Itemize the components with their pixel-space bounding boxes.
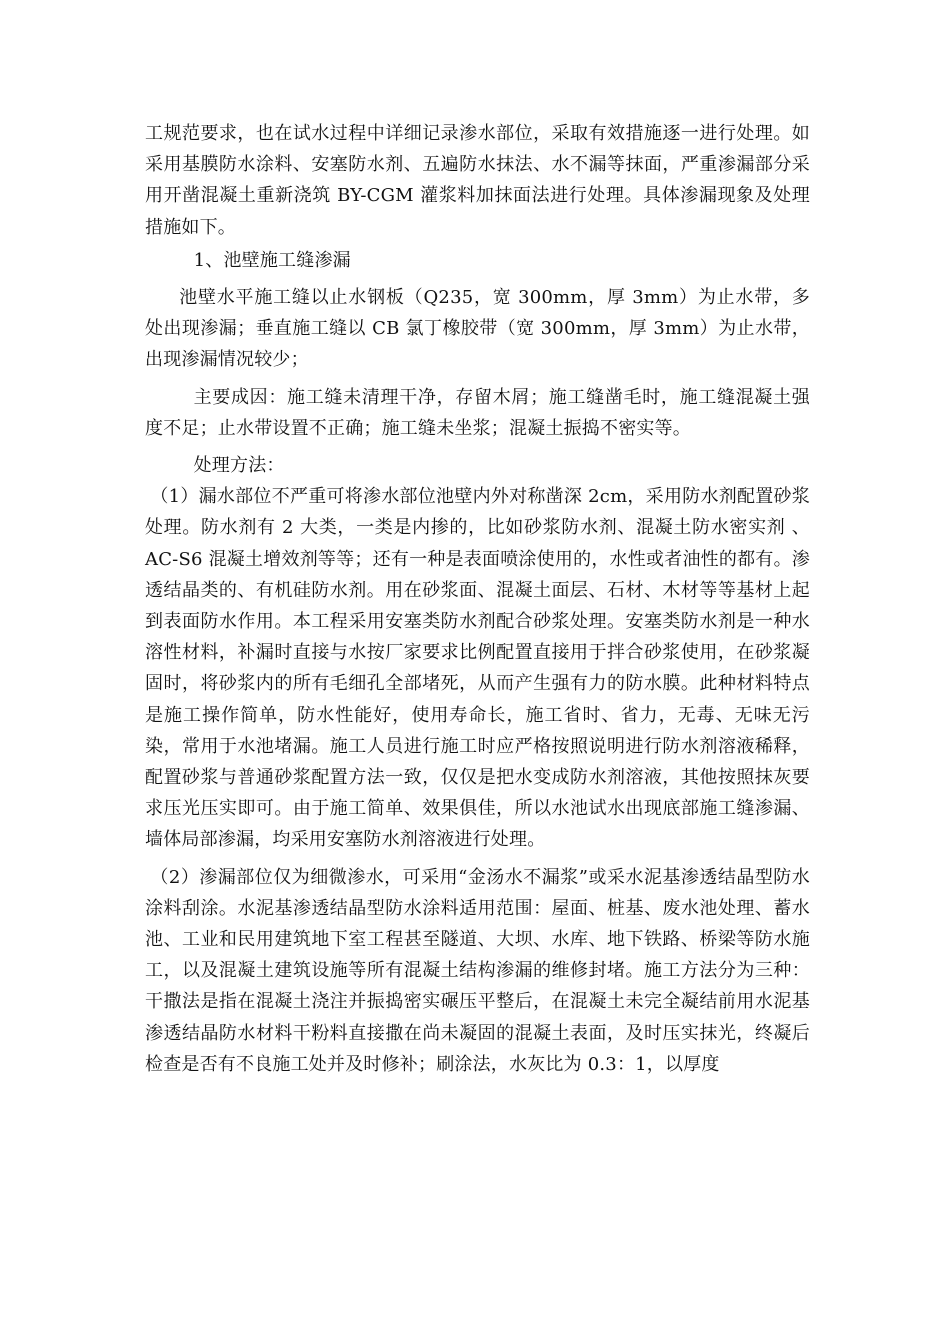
paragraph-intro: 工规范要求，也在试水过程中详细记录渗水部位，采取有效措施逐一进行处理。如采用基膜防水涂料、安塞防水剂、五遍防水抹法、水不漏等抹面，严重渗漏部分采用开凿混凝土重新浇筑 BY-CGM 灌浆料加抹面法进行处理。具体渗漏现象及处理措施如下。: [145, 123, 810, 238]
paragraph-joint-description: 池壁水平施工缝以止水钢板（Q235，宽 300mm，厚 3mm）为止水带，多处出现渗漏；垂直施工缝以 CB 氯丁橡胶带（宽 300mm，厚 3mm）为止水带，出现渗漏情况较少；: [145, 287, 810, 371]
section-heading-wall-joint-leakage: 1、池壁施工缝渗漏: [193, 249, 351, 271]
paragraph-treatment-method-2: （2）渗漏部位仅为细微渗水，可采用“金汤水不漏浆”或采水泥基渗透结晶型防水涂料刮涂。水泥基渗透结晶型防水涂料适用范围：屋面、桩基、废水池处理、蓄水池、工业和民用建筑地下室工程甚至隧道、大坝、水库、地下铁路、桥梁等防水施工，以及混凝土建筑设施等所有混凝土结构渗漏的维修封堵。施工方法分为三种：干撒法是指在混凝土浇注并振捣密实碾压平整后，在混凝土未完全凝结前用水泥基渗透结晶防水材料干粉料直接撒在尚未凝固的混凝土表面，及时压实抹光，终凝后检查是否有不良施工处并及时修补；刷涂法，水灰比为 0.3：1，以厚度: [145, 866, 810, 1075]
document-body: [145, 118, 810, 1080]
paragraph-treatment-label: 处理方法：: [193, 455, 285, 477]
paragraph-main-causes: 主要成因：施工缝未清理干净，存留木屑；施工缝凿毛时，施工缝混凝土强度不足；止水带设置不正确；施工缝未坐浆；混凝土振捣不密实等。: [145, 386, 810, 439]
paragraph-treatment-method-1: （1）漏水部位不严重可将渗水部位池壁内外对称凿深 2cm，采用防水剂配置砂浆处理。防水剂有 2 大类，一类是内掺的，比如砂浆防水剂、混凝土防水密实剂 、AC-S6 混凝土增效剂等等；还有一种是表面喷涂使用的，水性或者油性的都有。渗透结晶类的、有机硅防水剂。用在砂浆面、混凝土面层、石材、木材等等基材上起到表面防水作用。本工程采用安塞类防水剂配合砂浆处理。安塞类防水剂是一种水溶性材料，补漏时直接与水按厂家要求比例配置直接用于拌合砂浆使用，在砂浆凝固时，将砂浆内的所有毛细孔全部堵死，从而产生强有力的防水膜。此种材料特点是施工操作简单，防水性能好，使用寿命长，施工省时、省力，无毒、无味无污染，常用于水池堵漏。施工人员进行施工时应严格按照说明进行防水剂溶液稀释，配置砂浆与普通砂浆配置方法一致，仅仅是把水变成防水剂溶液，其他按照抹灰要求压光压实即可。由于施工简单、效果俱佳，所以水池试水出现底部施工缝渗漏、墙体局部渗漏，均采用安塞防水剂溶液进行处理。: [145, 486, 810, 851]
